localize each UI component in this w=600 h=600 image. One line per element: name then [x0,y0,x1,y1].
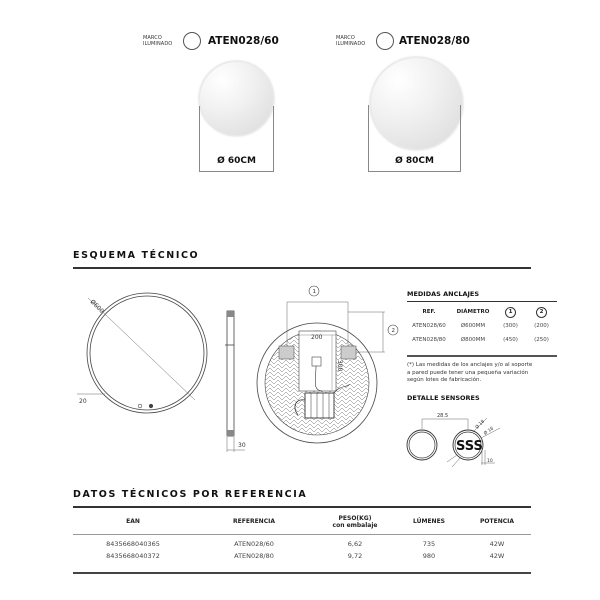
front-view-drawing [60,290,215,460]
outer-diameter-label: Ø 18 [474,419,486,431]
product-80 [333,29,473,179]
datos-header-row [73,510,531,534]
sensores-title: DETALLE SENSORES [407,394,480,402]
datos-bottom-rule [73,572,531,574]
back-view-drawing [250,280,405,455]
sensor-left-inner [409,432,435,458]
note-line: según lotes de fabricación. [407,377,482,383]
anclajes-header-row [407,305,557,319]
anclajes-top-rule [407,301,557,302]
header-ref: REF. [422,309,436,315]
sensor-glyph: SSS [456,439,483,454]
anclajes-bottom-rule [407,355,557,357]
header-peso-line2: con embalaje [332,522,378,529]
anclajes-title: MEDIDAS ANCLAJES [407,290,480,298]
model-name: ATEN028/60 [208,35,279,47]
cell-potencia: 42W [489,552,505,560]
mirror-inner-outline [90,296,204,410]
table-row [407,319,557,333]
table-row [407,333,557,347]
cell-referencia: ATEN028/60 [234,539,274,548]
diameter-label: Ø 60CM [217,156,256,166]
cell-ref: ATEN028/80 [412,337,446,343]
cell-callout-2: (200) [534,323,549,329]
cell-ean: 8435668040365 [106,539,160,548]
anchor-right [341,346,356,359]
cell-callout-1: (450) [503,337,518,343]
depth-label: 30 [238,442,246,449]
side-profile [227,311,234,436]
cell-potencia: 42W [489,539,505,548]
header-ean: EAN [126,518,140,526]
header-diametro: DIÁMETRO [456,309,490,315]
callout-1-label: 1 [312,289,316,295]
illuminated-frame-icon [376,32,394,50]
header-potencia: POTENCIA [480,518,514,526]
inner-diameter-label: Ø 16 [483,426,495,437]
sensor-detail-drawing [395,405,515,470]
cell-diameter: Ø800MM [460,337,486,343]
frame-label-line1: MARCO [336,35,355,41]
section-title-esquema: ESQUEMA TÉCNICO [73,250,200,261]
driver-unit [305,393,334,418]
anclajes-table [407,305,557,347]
cell-peso: 9,72 [347,552,363,560]
anchor-left [279,346,294,359]
cell-ean: 8435668040372 [106,552,160,560]
note-line: (*) Las medidas de los anclajes y/o al soporte [407,362,533,368]
sensor-icon [149,404,153,408]
sensor-left-outer [407,430,437,460]
header-callout-2 [526,305,557,319]
side-view-drawing [218,300,253,460]
cell-callout-2: (250) [534,337,549,343]
header-referencia: REFERENCIA [233,518,275,526]
sensor-offset-label: 10 [487,459,493,464]
cell-peso: 6,62 [347,539,363,548]
frame-label-line2: ILUMINADO [336,41,366,47]
junction-box [312,357,321,366]
frame-label-line1: MARCO [143,35,162,41]
header-peso [315,510,395,534]
cell-referencia: ATEN028/80 [234,552,274,560]
header-peso-line1: PESO(KG) [338,514,372,522]
anclajes-note [407,362,562,385]
model-name: ATEN028/80 [399,35,470,47]
cell-diameter: Ø600MM [460,323,486,329]
section-divider [73,506,531,508]
frame-label [336,35,365,47]
box-width-label: 200 [311,334,323,341]
illuminated-frame-icon [183,32,201,50]
header-lumenes: LÚMENES [413,518,445,526]
note-line: a pared puede tener una pequeña variación [407,369,529,376]
box-height-label: 300 [336,360,343,372]
cell-callout-1: (300) [503,323,518,329]
table-row [73,535,531,549]
table-row [73,549,531,563]
cell-lumenes: 735 [422,539,436,548]
datos-table [73,510,531,563]
diameter-label: Ø 80CM [395,156,434,166]
sensor-spacing-label: 28.5 [437,413,449,419]
section-title-datos: DATOS TÉCNICOS POR REFERENCIA [73,489,308,500]
cell-lumenes: 980 [422,552,436,560]
header-callout-1 [495,305,526,319]
callout-2-badge: 2 [536,307,547,318]
sensor-icon [138,404,142,408]
cell-ref: ATEN028/60 [412,323,446,329]
product-60 [140,29,280,179]
front-diameter-label: Ø600 [88,298,105,315]
callout-1-badge: 1 [505,307,516,318]
frame-width-label: 20 [79,398,87,405]
frame-label-line2: ILUMINADO [143,41,173,47]
diameter-line [88,298,195,400]
mirror-outer-outline [87,293,207,413]
callout-2-label: 2 [391,328,395,334]
section-divider [73,267,531,269]
frame-label [143,35,172,47]
